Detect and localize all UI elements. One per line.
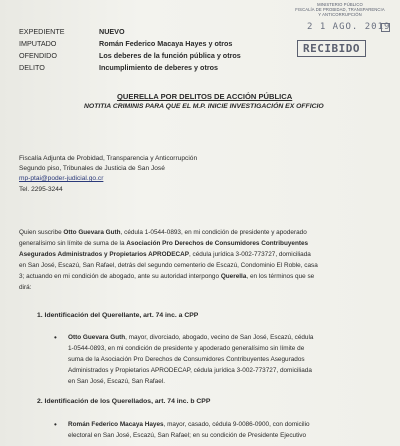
subtitle-text: NOTITIA CRIMINIS PARA QUE EL M.P. INICIE INVESTIGACIÓN	[84, 103, 286, 110]
section-2-text: , mayor, casado, cédula 9-0086-0900, con domicilio	[163, 421, 310, 428]
section-1-line-5: en San José, Escazú, San Rafael.	[68, 378, 165, 385]
section-1-heading: 1. Identificación del Querellante, art. 74 inc. a CPP	[37, 312, 199, 319]
header-value-ofendido: Los deberes de la función pública y otros	[99, 51, 241, 60]
header-value-imputado: Román Federico Macaya Hayes y otros	[99, 39, 233, 48]
section-1-line-1	[68, 334, 313, 341]
header-label-delito: DELITO	[19, 63, 45, 72]
bullet-icon: •	[54, 420, 57, 429]
querellante-name: Otto Guevara Guth	[68, 334, 126, 341]
intro-org: Asegurados Administrados y Propietarios APRODECAP	[19, 251, 189, 258]
intro-name: Otto Guevara Guth	[63, 229, 121, 236]
intro-line-6: dirá:	[19, 284, 32, 291]
stamp-box-icon	[381, 23, 390, 32]
intro-text: 3; actuando en mi condición de abogado, ante su autoridad interpongo	[19, 273, 221, 280]
intro-text: , cédula 1-0544-0893, en mi condición de presidente y apoderado	[120, 229, 307, 236]
document-title: QUERELLA POR DELITOS DE ACCIÓN PÚBLICA	[117, 92, 293, 101]
bullet-icon: •	[54, 333, 57, 342]
section-2-heading: 2. Identificación de los Querellados, art. 74 inc. b CPP	[37, 398, 211, 405]
stamp-date: 2 1 AGO. 2019	[307, 22, 391, 32]
section-2-line-2: electoral en San José, Escazú, San Rafael; en su condición de Presidente Ejecutivo	[68, 432, 307, 439]
section-2-line-1	[68, 421, 310, 428]
header-value-delito: Incumplimiento de deberes y otros	[99, 63, 219, 72]
stamp-received: RECIBIDO	[297, 40, 366, 57]
intro-text: , en los términos que se	[246, 273, 315, 280]
intro-querella: Querella	[220, 273, 247, 280]
header-value-expediente: NUEVO	[99, 27, 125, 36]
header-label-ofendido: OFENDIDO	[19, 51, 57, 60]
intro-line-1	[19, 229, 307, 236]
intro-line-3	[19, 251, 311, 258]
section-1-line-4: Administrados y Propietarios APRODECAP, cédula jurídica 3-002-773727, domiciliada	[68, 367, 312, 374]
address-line-2: Segundo piso, Tribunales de Justicia de San José	[19, 165, 165, 172]
header-label-imputado: IMPUTADO	[19, 39, 57, 48]
intro-org: Asociación Pro Derechos de Consumidores Contribuyentes	[126, 240, 309, 247]
intro-text: Quien suscribe	[19, 229, 64, 236]
section-1-line-2: 1-0544-0893, en mi condición de presidente y apoderado generalísimo sin límite de	[68, 345, 305, 352]
address-email[interactable]: mp-ptai@poder-judicial.go.cr	[19, 175, 104, 182]
intro-line-5	[19, 273, 314, 280]
address-phone: Tel. 2295-3244	[19, 186, 63, 193]
address-line-1: Fiscalía Adjunta de Probidad, Transparencia y Anticorrupción	[19, 155, 198, 162]
querellado-name: Román Federico Macaya Hayes	[68, 421, 164, 428]
document-subtitle	[84, 103, 324, 110]
subtitle-latin: EX OFFICIO	[285, 103, 324, 110]
intro-text: , cédula jurídica 3-002-773727, domiciliada	[188, 251, 311, 258]
section-1-text: , mayor, divorciado, abogado, vecino de San José, Escazú, cédula	[125, 334, 314, 341]
intro-line-2	[19, 240, 308, 247]
header-label-expediente: EXPEDIENTE	[19, 27, 65, 36]
stamp-line-1: MINISTERIO PÚBLICO	[317, 2, 363, 7]
intro-line-4: en San José, Escazú, San Rafael, detrás del segundo cementerio de Escazú, Condominio El Roble, casa	[19, 262, 318, 269]
stamp-line-2: FISCALÍA DE PROBIDAD, TRANSPARENCIA	[295, 7, 385, 12]
intro-text: generalísimo sin límite de suma de la	[19, 240, 127, 247]
received-stamp	[287, 0, 393, 66]
stamp-line-3: Y ANTICORRUPCIÓN	[318, 12, 362, 17]
section-1-line-3: suma de la Asociación Pro Derechos de Consumidores Contribuyentes Asegurados	[68, 356, 305, 363]
